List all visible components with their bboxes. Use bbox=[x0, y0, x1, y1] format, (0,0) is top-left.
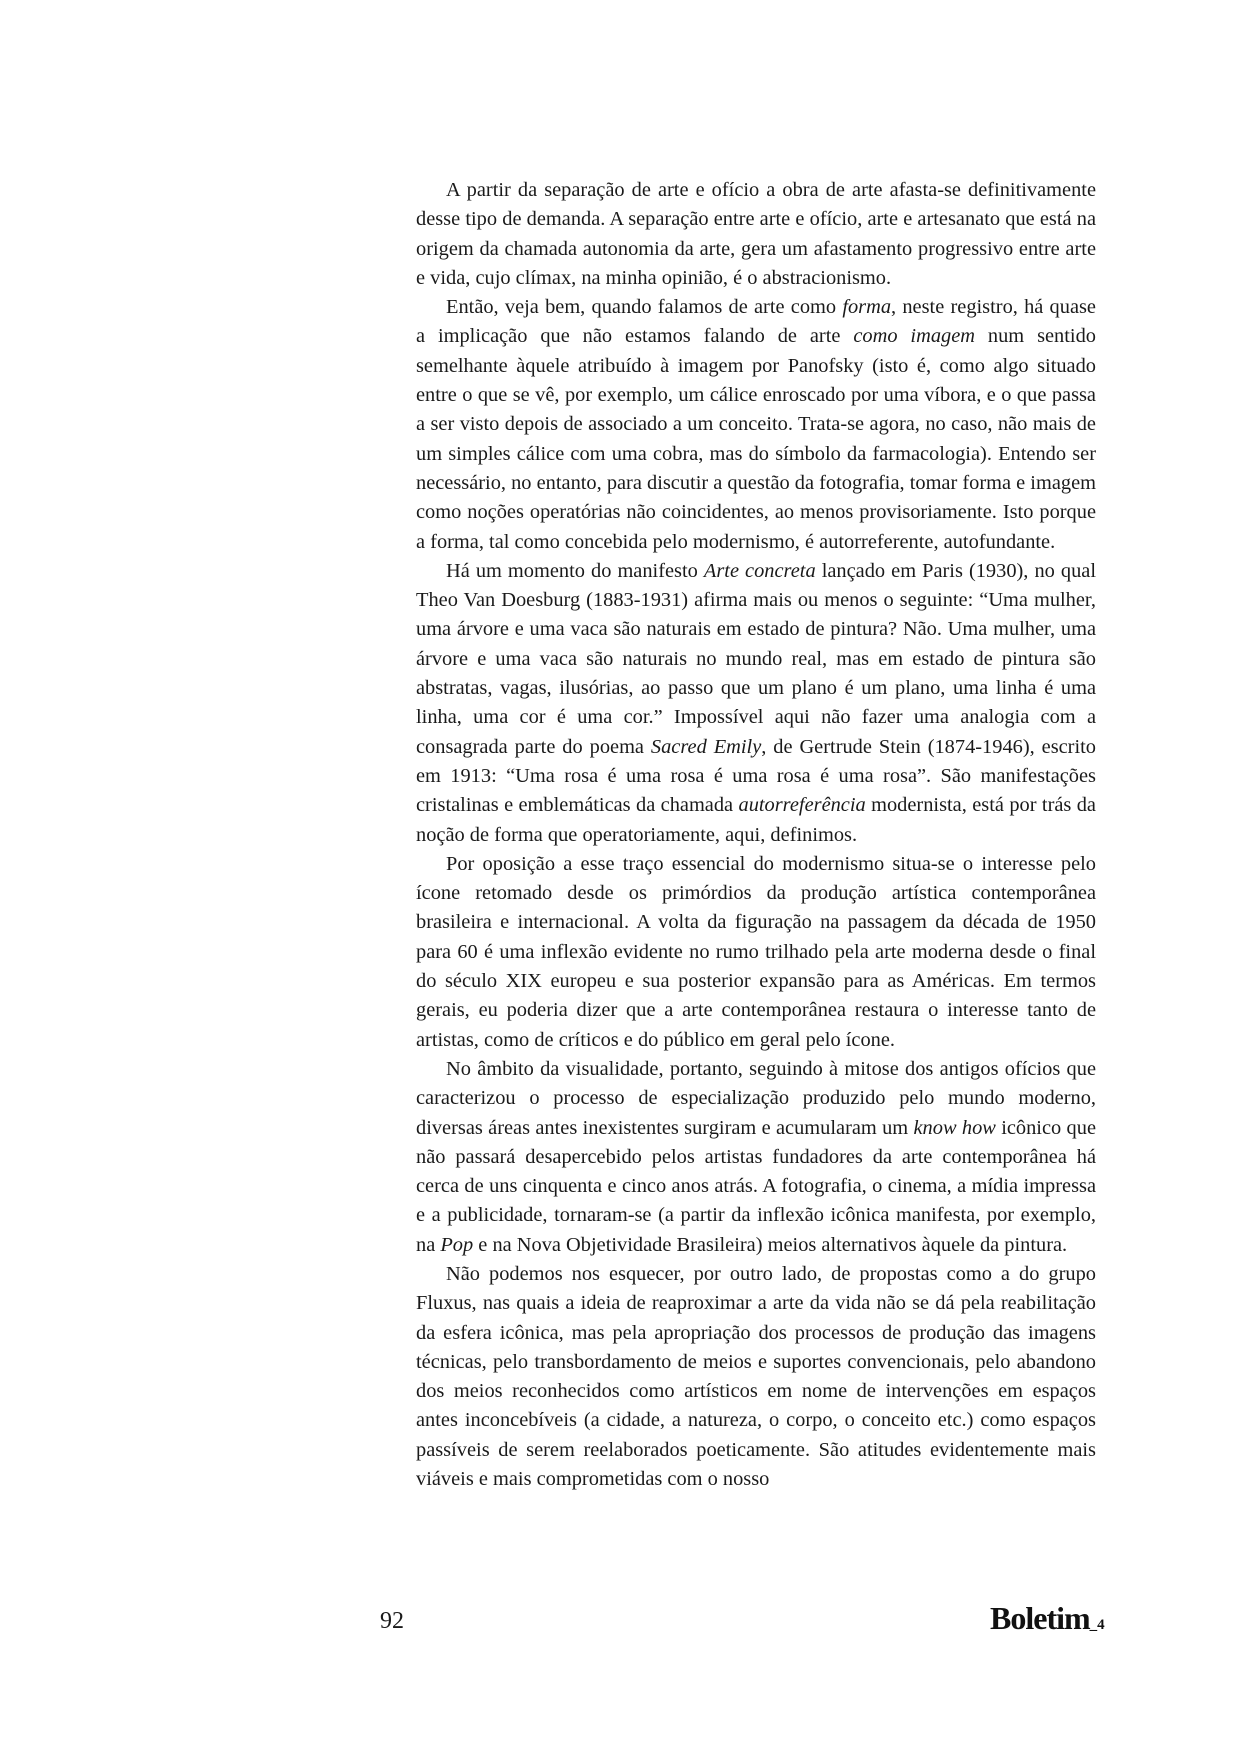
paragraph bbox=[416, 1055, 1096, 1260]
italic-term: Pop bbox=[440, 1233, 474, 1256]
text-run: Há um momento do manifesto bbox=[446, 559, 704, 582]
text-run: No âmbito da visualidade, portanto, seguindo à mitose dos antigos ofícios que caracterizou o processo de especialização produzido pelo mundo moderno, diversas áreas antes inexistentes surgiram e acumularam um bbox=[416, 1057, 1096, 1139]
text-run: icônico que não passará desapercebido pelos artistas fundadores da arte contemporânea há cerca de uns cinquenta e cinco anos atrás. A fotografia, o cinema, a mídia impressa e a publicidade, tornaram-se (a partir da inflexão icônica manifesta, por exemplo, na bbox=[416, 1116, 1096, 1256]
paragraph bbox=[416, 293, 1096, 557]
text-run: Por oposição a esse traço essencial do modernismo situa-se o interesse pelo ícone retomado desde os primórdios da produção artística contemporânea brasileira e internacional. A volta da figuração na passagem da década de 1950 para 60 é uma inflexão evidente no rumo trilhado pela arte moderna desde o final do século XIX europeu e sua posterior expansão para as Américas. Em termos gerais, eu poderia dizer que a arte contemporânea restaura o interesse tanto de artistas, como de críticos e do público em geral pelo ícone. bbox=[416, 852, 1096, 1051]
italic-term: forma bbox=[842, 296, 892, 319]
text-run: num sentido semelhante àquele atribuído à imagem por Panofsky (isto é, como algo situado entre o que se vê, por exemplo, um cálice enroscado por uma víbora, e o que passa a ser visto depois de associado a um conceito. Trata-se agora, no caso, não mais de um simples cálice com uma cobra, mas do símbolo da farmacologia). Entendo ser necessário, no entanto, para discutir a questão da fotografia, tomar forma e imagem como noções operatórias não coincidentes, ao menos provisoriamente. Isto porque a forma, tal como concebida pelo modernismo, é autorreferente, autofundante. bbox=[416, 325, 1096, 553]
text-run: Então, veja bem, quando falamos de arte como bbox=[446, 296, 843, 319]
text-run: modernista, está por trás da noção de forma que operatoriamente, aqui, definimos. bbox=[416, 794, 1096, 846]
paragraph bbox=[416, 176, 1096, 293]
boletim-logo bbox=[990, 1600, 1105, 1643]
paragraph bbox=[416, 557, 1096, 850]
italic-term: como imagem bbox=[853, 325, 975, 348]
italic-term: know how bbox=[913, 1116, 996, 1139]
logo-text: Boletim bbox=[990, 1600, 1090, 1636]
body-text bbox=[416, 176, 1096, 1494]
text-run: lançado em Paris (1930), no qual Theo Van Doesburg (1883-1931) afirma mais ou menos o seguinte: “Uma mulher, uma árvore e uma vaca são naturais em estado de pintura? Não. Uma mulher, uma árvore e uma vaca são naturais no mundo real, mas em estado de pintura são abstratas, vagas, ilusórias, ao passo que um plano é um plano, uma linha é uma linha, uma cor é uma cor.” Impossível aqui não fazer uma analogia com a consagrada parte do poema bbox=[416, 559, 1097, 758]
italic-term: Sacred Emily bbox=[650, 735, 762, 758]
page-number: 92 bbox=[380, 1608, 404, 1634]
text-run: , neste registro, há quase a implicação que não estamos falando de arte bbox=[416, 296, 1096, 348]
italic-term: Arte concreta bbox=[703, 559, 816, 582]
text-run: Não podemos nos esquecer, por outro lado, de propostas como a do grupo Fluxus, nas quais a ideia de reaproximar a arte da vida não se dá pela reabilitação da esfera icônica, mas pela apropriação dos processos de produção das imagens técnicas, pelo transbordamento de meios e suportes convencionais, pelo abandono dos meios reconhecidos como artísticos em nome de intervenções em espaços antes inconcebíveis (a cidade, a natureza, o corpo, o conceito etc.) como espaços passíveis de serem reelaborados poeticamente. São atitudes evidentemente mais viáveis e mais comprometidas com o nosso bbox=[416, 1262, 1096, 1491]
logo-issue-number: _4 bbox=[1089, 1617, 1105, 1633]
paragraph bbox=[416, 1260, 1096, 1494]
text-run: A partir da separação de arte e ofício a obra de arte afasta-se definitivamente desse tipo de demanda. A separação entre arte e ofício, arte e artesanato que está na origem da chamada autonomia da arte, gera um afastamento progressivo entre arte e vida, cujo clímax, na minha opinião, é o abstracionismo. bbox=[416, 179, 1096, 289]
text-run: , de Gertrude Stein (1874-1946), escrito em 1913: “Uma rosa é uma rosa é uma rosa é uma rosa”. São manifestações cristalinas e emblemáticas da chamada bbox=[416, 735, 1096, 817]
text-run: e na Nova Objetividade Brasileira) meios alternativos àquele da pintura. bbox=[473, 1233, 1068, 1256]
paragraph bbox=[416, 850, 1096, 1055]
italic-term: autorreferência bbox=[738, 794, 866, 817]
